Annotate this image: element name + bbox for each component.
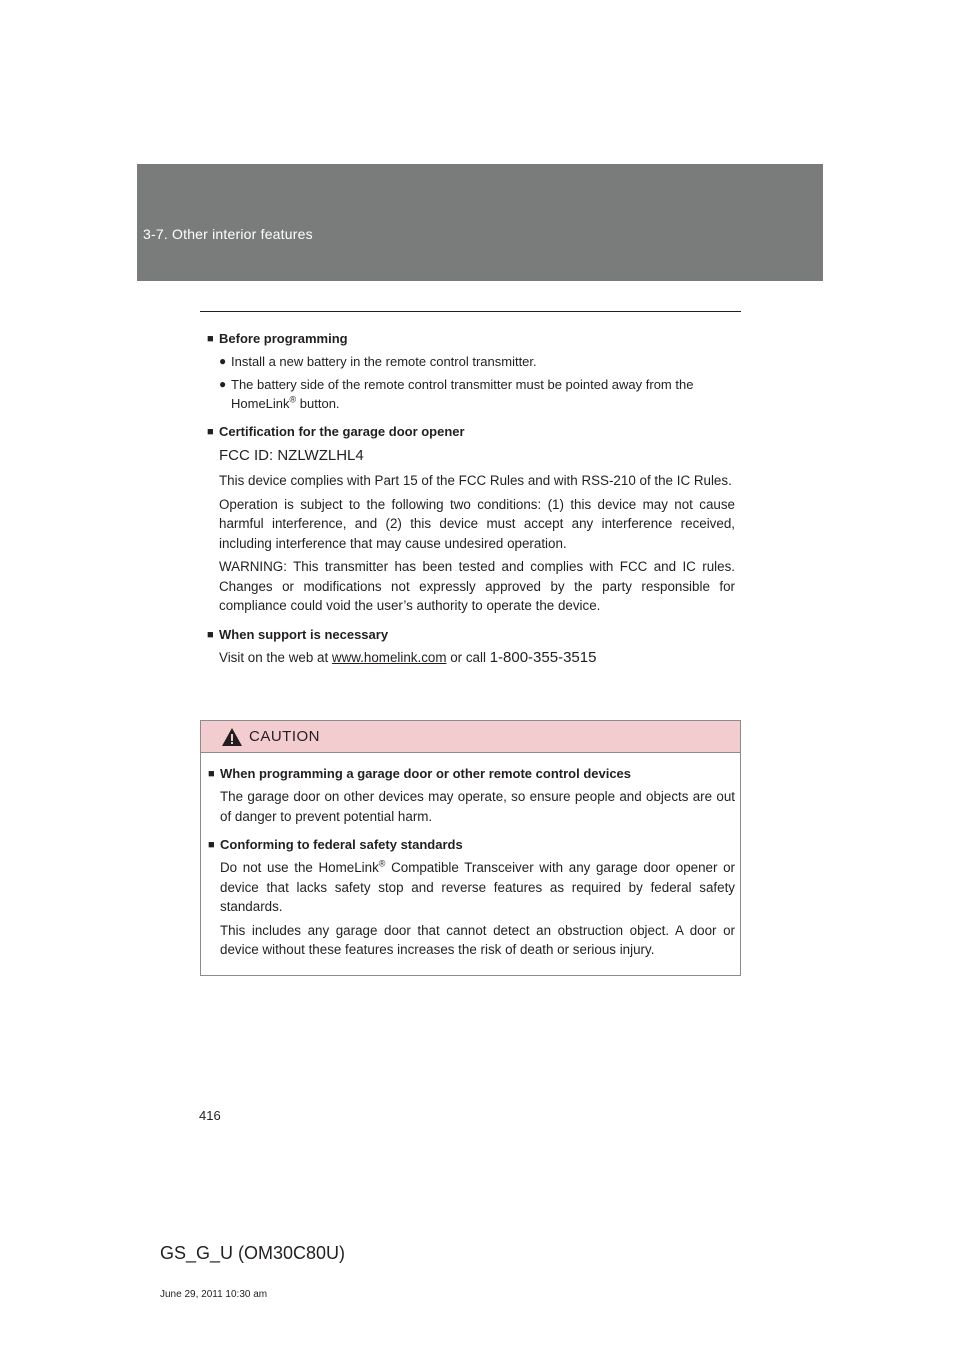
list-item: ● The battery side of the remote control transmitter must be pointed away from the HomeLink® button. <box>219 377 694 411</box>
paragraph: Do not use the HomeLink® Compatible Transceiver with any garage door opener or device that lacks safety stop and reverse features as required by federal safety standards. <box>220 858 736 914</box>
fcc-id: FCC ID: NZLWZLHL4 <box>219 447 364 464</box>
square-bullet-icon: ■ <box>208 768 215 780</box>
caution-header <box>201 721 740 753</box>
paragraph: This device complies with Part 15 of the FCC Rules and with RSS-210 of the IC Rules. <box>219 473 732 488</box>
main-content <box>207 330 735 671</box>
page-number: 416 <box>199 1108 221 1123</box>
warning-triangle-icon <box>221 727 243 747</box>
square-bullet-icon: ■ <box>207 333 214 345</box>
caution-box <box>200 720 741 976</box>
header-band <box>137 164 823 281</box>
document-date: June 29, 2011 10:30 am <box>160 1289 268 1300</box>
heading-support: ■ When support is necessary <box>207 626 389 642</box>
caution-label: CAUTION <box>249 728 320 745</box>
homelink-link[interactable]: www.homelink.com <box>331 649 447 665</box>
document-code: GS_G_U (OM30C80U) <box>160 1243 346 1263</box>
section-title: 3-7. Other interior features <box>143 226 313 242</box>
divider <box>200 311 741 312</box>
heading-before-programming: ■ Before programming <box>207 331 348 346</box>
paragraph: The garage door on other devices may operate, so ensure people and objects are out of danger to prevent potential harm. <box>220 789 735 824</box>
square-bullet-icon: ■ <box>207 426 214 438</box>
round-bullet-icon: ● <box>219 377 227 391</box>
caution-heading: ■ Conforming to federal safety standards <box>208 837 463 852</box>
heading-certification: ■ Certification for the garage door opener <box>207 424 465 439</box>
paragraph: This includes any garage door that cannot detect an obstruction object. A door or device without these features increases the risk of death or serious injury. <box>220 922 735 957</box>
list-item: ● Install a new battery in the remote control transmitter. <box>219 354 537 369</box>
paragraph: Operation is subject to the following two conditions: (1) this device may not cause harmful interference, and (2) this device must accept any interference received, including interference that may cause undesired operation. <box>219 496 735 551</box>
caution-heading: ■ When programming a garage door or other remote control devices <box>208 766 632 781</box>
square-bullet-icon: ■ <box>207 628 214 641</box>
phone-number: 1-800-355-3515 <box>489 648 597 666</box>
support-line: Visit on the web at www.homelink.com or call 1-800-355-3515 <box>219 648 597 666</box>
square-bullet-icon: ■ <box>208 839 215 851</box>
round-bullet-icon: ● <box>219 354 227 368</box>
paragraph: WARNING: This transmitter has been tested and complies with FCC and IC rules. Changes or modifications not expressly approved by the party responsible for compliance could void the user’s authority to operate the device. <box>219 559 735 613</box>
